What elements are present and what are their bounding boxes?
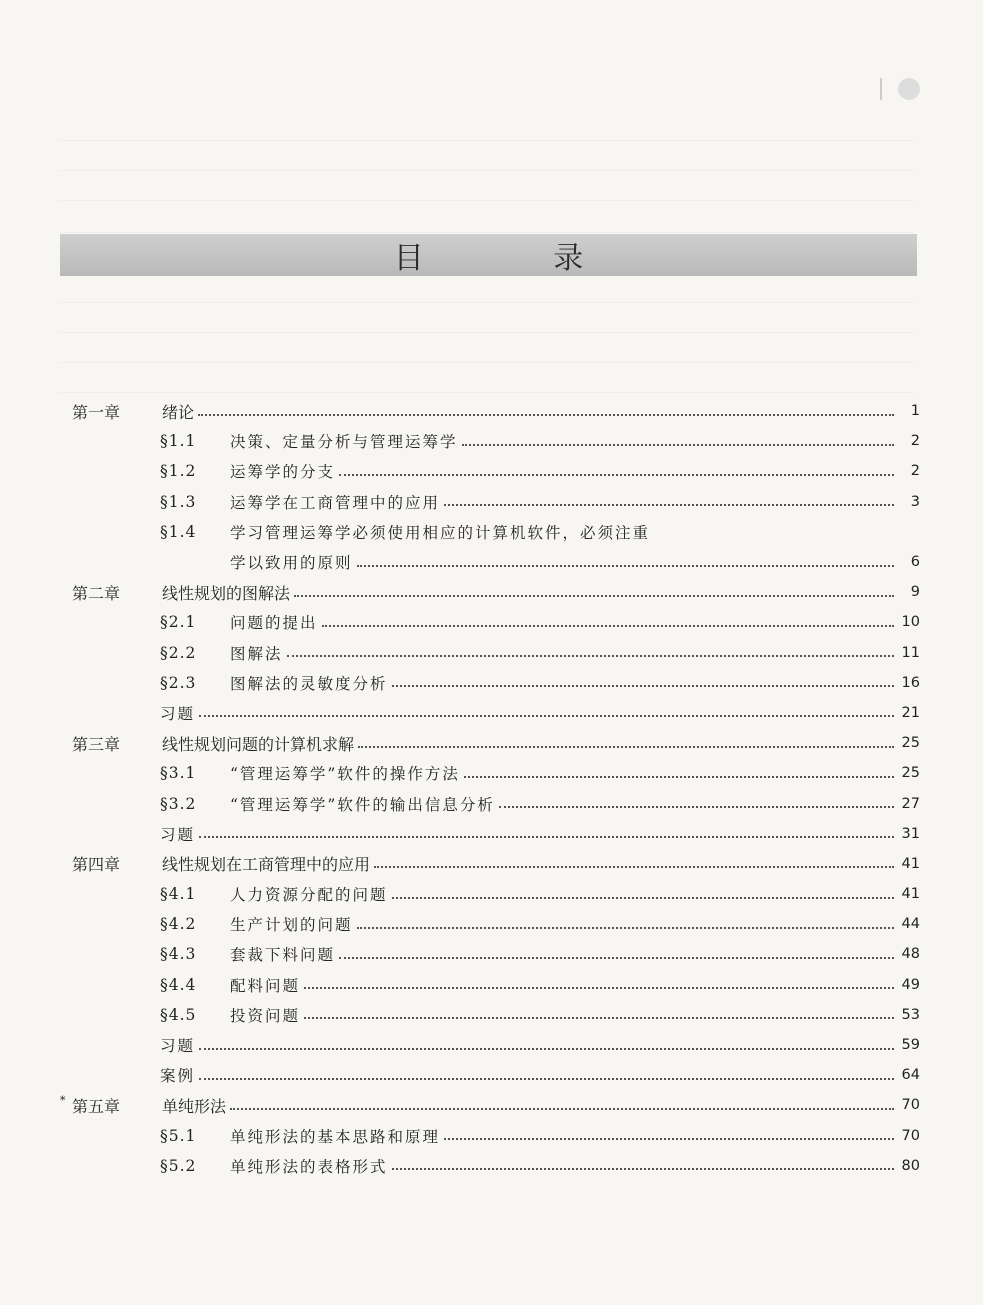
- toc-label: 单纯形法的表格形式: [230, 1157, 388, 1176]
- toc-number: §5.2: [160, 1156, 197, 1175]
- toc-page-number: 10: [901, 614, 920, 631]
- toc-number: §4.1: [160, 885, 197, 904]
- toc-label: 决策、定量分析与管理运筹学: [230, 433, 458, 452]
- toc-chapter-row[interactable]: [60, 577, 920, 607]
- page-header-tab: [880, 78, 922, 100]
- dot-leader: [199, 1077, 894, 1080]
- toc-page-number: 70: [901, 1097, 920, 1114]
- toc-label: 配料问题: [230, 976, 301, 995]
- toc-section-row[interactable]: [60, 517, 920, 547]
- toc-page-number: 31: [901, 825, 920, 842]
- toc-number: §4.2: [160, 915, 197, 934]
- toc-page-number: 21: [901, 704, 920, 721]
- toc-row[interactable]: [60, 819, 920, 849]
- toc-page-number: 64: [901, 1067, 920, 1084]
- toc-label: 习题: [160, 825, 196, 844]
- toc-label: “管理运筹学”软件的输出信息分析: [230, 795, 495, 814]
- toc-section-row[interactable]: [60, 1000, 920, 1030]
- toc-label: 套裁下料问题: [230, 946, 336, 965]
- dot-leader: [392, 684, 894, 687]
- dot-leader: [199, 1047, 894, 1050]
- dot-leader: [304, 986, 894, 989]
- toc-page-number: 9: [910, 584, 920, 601]
- toc-row[interactable]: [60, 698, 920, 728]
- toc-section-row[interactable]: [60, 426, 920, 456]
- toc-section-row[interactable]: [60, 758, 920, 788]
- dot-leader: [358, 745, 894, 748]
- toc-number: §1.2: [160, 462, 197, 481]
- toc-section-row[interactable]: [60, 456, 920, 486]
- toc-label: “管理运筹学”软件的操作方法: [230, 765, 460, 784]
- toc-label: 习题: [160, 704, 196, 723]
- toc-number: §2.1: [160, 613, 197, 632]
- toc-page-number: 6: [910, 554, 920, 571]
- toc-section-row[interactable]: [60, 668, 920, 698]
- toc-row[interactable]: [60, 547, 920, 577]
- toc-label: 人力资源分配的问题: [230, 886, 388, 905]
- toc-label: 生产计划的问题: [230, 916, 353, 935]
- header-dot-icon: [898, 78, 920, 100]
- dot-leader: [392, 896, 894, 899]
- toc-label: 投资问题: [230, 1006, 301, 1025]
- toc-label: 绪论: [162, 402, 195, 422]
- toc-number: 第二章: [72, 583, 121, 603]
- dot-leader: [304, 1016, 894, 1019]
- toc-page-number: 25: [901, 765, 920, 782]
- dot-leader: [230, 1107, 894, 1110]
- toc-label: 习题: [160, 1037, 196, 1056]
- toc-number: §2.3: [160, 673, 197, 692]
- toc-page-number: 1: [910, 403, 920, 420]
- toc-number: §4.5: [160, 1005, 197, 1024]
- dot-leader: [199, 714, 894, 717]
- dot-leader: [374, 865, 894, 868]
- toc-label: 问题的提出: [230, 614, 318, 633]
- toc-section-row[interactable]: [60, 970, 920, 1000]
- toc-label: 线性规划在工商管理中的应用: [162, 855, 371, 875]
- toc-number: 第四章: [72, 855, 121, 875]
- title-band: [60, 234, 917, 276]
- toc-section-row[interactable]: [60, 487, 920, 517]
- dot-leader: [198, 413, 894, 416]
- dot-leader: [339, 473, 894, 476]
- page-title: 目 录: [393, 241, 644, 276]
- toc-page-number: 11: [901, 644, 920, 661]
- toc-label: 运筹学在工商管理中的应用: [230, 493, 441, 512]
- toc-section-row[interactable]: [60, 909, 920, 939]
- toc-page-number: 2: [910, 463, 920, 480]
- toc-section-row[interactable]: [60, 1151, 920, 1181]
- toc-label: 学以致用的原则: [230, 554, 353, 573]
- toc-number: §5.1: [160, 1126, 197, 1145]
- toc-section-row[interactable]: [60, 638, 920, 668]
- dot-leader: [357, 926, 894, 929]
- toc-label: 线性规划问题的计算机求解: [162, 734, 355, 754]
- toc-number: §2.2: [160, 643, 197, 662]
- toc-page-number: 41: [901, 886, 920, 903]
- toc-number: 第一章: [72, 402, 121, 422]
- toc-page-number: 80: [901, 1157, 920, 1174]
- toc-label: 运筹学的分支: [230, 463, 336, 482]
- toc-page-number: 25: [901, 735, 920, 752]
- toc-page-number: 48: [901, 946, 920, 963]
- toc-label: 案例: [160, 1067, 196, 1086]
- toc-number: §3.2: [160, 794, 197, 813]
- toc-section-row[interactable]: [60, 788, 920, 818]
- toc-number: §1.3: [160, 492, 197, 511]
- toc-label: 线性规划的图解法: [162, 583, 291, 603]
- toc-page-number: 44: [901, 916, 920, 933]
- toc-number: §1.1: [160, 432, 197, 451]
- dot-leader: [322, 624, 894, 627]
- toc-number: §1.4: [160, 522, 197, 541]
- dot-leader: [357, 564, 894, 567]
- toc-page-number: 41: [901, 855, 920, 872]
- toc-page-number: 27: [901, 795, 920, 812]
- toc-page-number: 2: [910, 433, 920, 450]
- dot-leader: [294, 594, 894, 597]
- dot-leader: [444, 1137, 894, 1140]
- toc-number: §4.4: [160, 975, 197, 994]
- toc-page-number: 53: [901, 1006, 920, 1023]
- toc-label: 单纯形法的基本思路和原理: [230, 1127, 441, 1146]
- toc-label: 图解法的灵敏度分析: [230, 674, 388, 693]
- toc-page-number: 49: [901, 976, 920, 993]
- dot-leader: [499, 805, 894, 808]
- toc-page-number: 16: [901, 674, 920, 691]
- toc-section-row[interactable]: [60, 939, 920, 969]
- toc-chapter-row[interactable]: [60, 728, 920, 758]
- toc-label: 图解法: [230, 644, 283, 663]
- dot-leader: [462, 443, 894, 446]
- toc-section-row[interactable]: [60, 879, 920, 909]
- toc-row[interactable]: [60, 1060, 920, 1090]
- toc-label: 单纯形法: [162, 1096, 227, 1116]
- toc-chapter-row[interactable]: [60, 849, 920, 879]
- toc-number: §3.1: [160, 764, 197, 783]
- dot-leader: [199, 835, 894, 838]
- toc-number: 第五章: [72, 1096, 121, 1116]
- toc-number: §4.3: [160, 945, 197, 964]
- table-of-contents: [60, 396, 920, 1181]
- toc-page-number: 70: [901, 1127, 920, 1144]
- toc-chapter-row[interactable]: [60, 1090, 920, 1120]
- toc-row[interactable]: [60, 1030, 920, 1060]
- dot-leader: [464, 775, 894, 778]
- toc-label: 学习管理运筹学必须使用相应的计算机软件，必须注重: [230, 523, 651, 542]
- dot-leader: [339, 956, 894, 959]
- toc-page-number: 59: [901, 1037, 920, 1054]
- toc-number: 第三章: [72, 734, 121, 754]
- toc-section-row[interactable]: [60, 1121, 920, 1151]
- toc-section-row[interactable]: [60, 607, 920, 637]
- dot-leader: [287, 654, 894, 657]
- optional-marker: *: [60, 1094, 66, 1108]
- bleed-through-background: [0, 0, 983, 400]
- toc-page-number: 3: [910, 493, 920, 510]
- toc-chapter-row[interactable]: [60, 396, 920, 426]
- dot-leader: [444, 503, 894, 506]
- dot-leader: [392, 1167, 894, 1170]
